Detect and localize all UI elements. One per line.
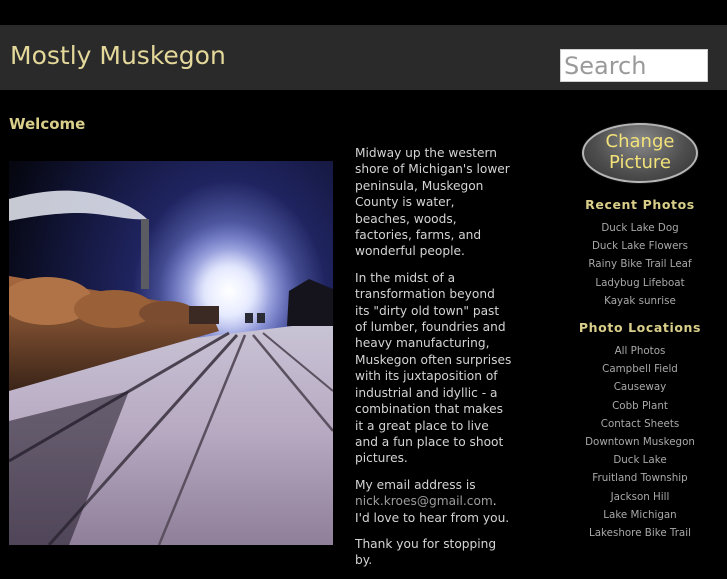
- site-title[interactable]: Mostly Muskegon: [10, 41, 226, 70]
- recent-photo-link[interactable]: Ladybug Lifeboat: [595, 276, 685, 289]
- intro-paragraph-1: Midway up the western shore of Michigan's lower peninsula, Muskegon County is water, beaches, woods, factories, farms, and wonderful people.: [355, 146, 510, 259]
- email-paragraph: [355, 477, 513, 526]
- location-link[interactable]: Jackson Hill: [610, 490, 670, 503]
- search-input[interactable]: [560, 49, 708, 82]
- photo-locations-list: [570, 342, 710, 542]
- recent-photo-link[interactable]: Rainy Bike Trail Leaf: [588, 258, 692, 271]
- location-link[interactable]: Causeway: [613, 381, 667, 394]
- location-link[interactable]: Campbell Field: [602, 363, 678, 376]
- email-prefix: My email address is: [355, 477, 476, 492]
- email-link[interactable]: nick.kroes@gmail.com: [355, 494, 493, 509]
- intro-paragraph-2: In the midst of a transformation beyond its "dirty old town" past of lumber, foundries and heavy manufacturing, Muskegon often surprises with its juxtaposition of industrial and idyllic - a combination that makes it a great place to live and a fun place to shoot pictures.: [355, 270, 512, 466]
- location-link[interactable]: Fruitland Township: [592, 472, 688, 485]
- photo-locations-heading: Photo Locations: [578, 320, 702, 336]
- location-link[interactable]: Contact Sheets: [600, 417, 680, 430]
- closing-paragraph: Thank you for stopping by.: [355, 536, 497, 568]
- location-link[interactable]: Downtown Muskegon: [585, 436, 695, 449]
- location-link[interactable]: All Photos: [614, 345, 666, 358]
- recent-photo-link[interactable]: Duck Lake Flowers: [591, 240, 689, 253]
- page-heading: Welcome: [9, 115, 86, 133]
- change-picture-button[interactable]: [582, 123, 698, 183]
- location-link[interactable]: Cobb Plant: [612, 399, 668, 412]
- change-picture-line-2: Picture: [609, 152, 671, 173]
- email-suffix: . I'd love to hear from you.: [355, 494, 510, 525]
- top-bar: [0, 0, 727, 25]
- recent-photos-heading: Recent Photos: [585, 197, 695, 212]
- location-link[interactable]: Lakeshore Bike Trail: [589, 527, 691, 540]
- intro-text: [355, 145, 513, 579]
- change-picture-line-1: Change: [605, 131, 675, 152]
- location-link[interactable]: Duck Lake: [613, 454, 667, 467]
- recent-photo-link[interactable]: Duck Lake Dog: [601, 222, 679, 234]
- location-link[interactable]: Lake Michigan: [603, 508, 677, 521]
- recent-photos-list: [570, 219, 710, 310]
- sidebar: [570, 123, 710, 542]
- featured-photo: [9, 161, 333, 545]
- recent-photo-link[interactable]: Kayak sunrise: [604, 294, 676, 307]
